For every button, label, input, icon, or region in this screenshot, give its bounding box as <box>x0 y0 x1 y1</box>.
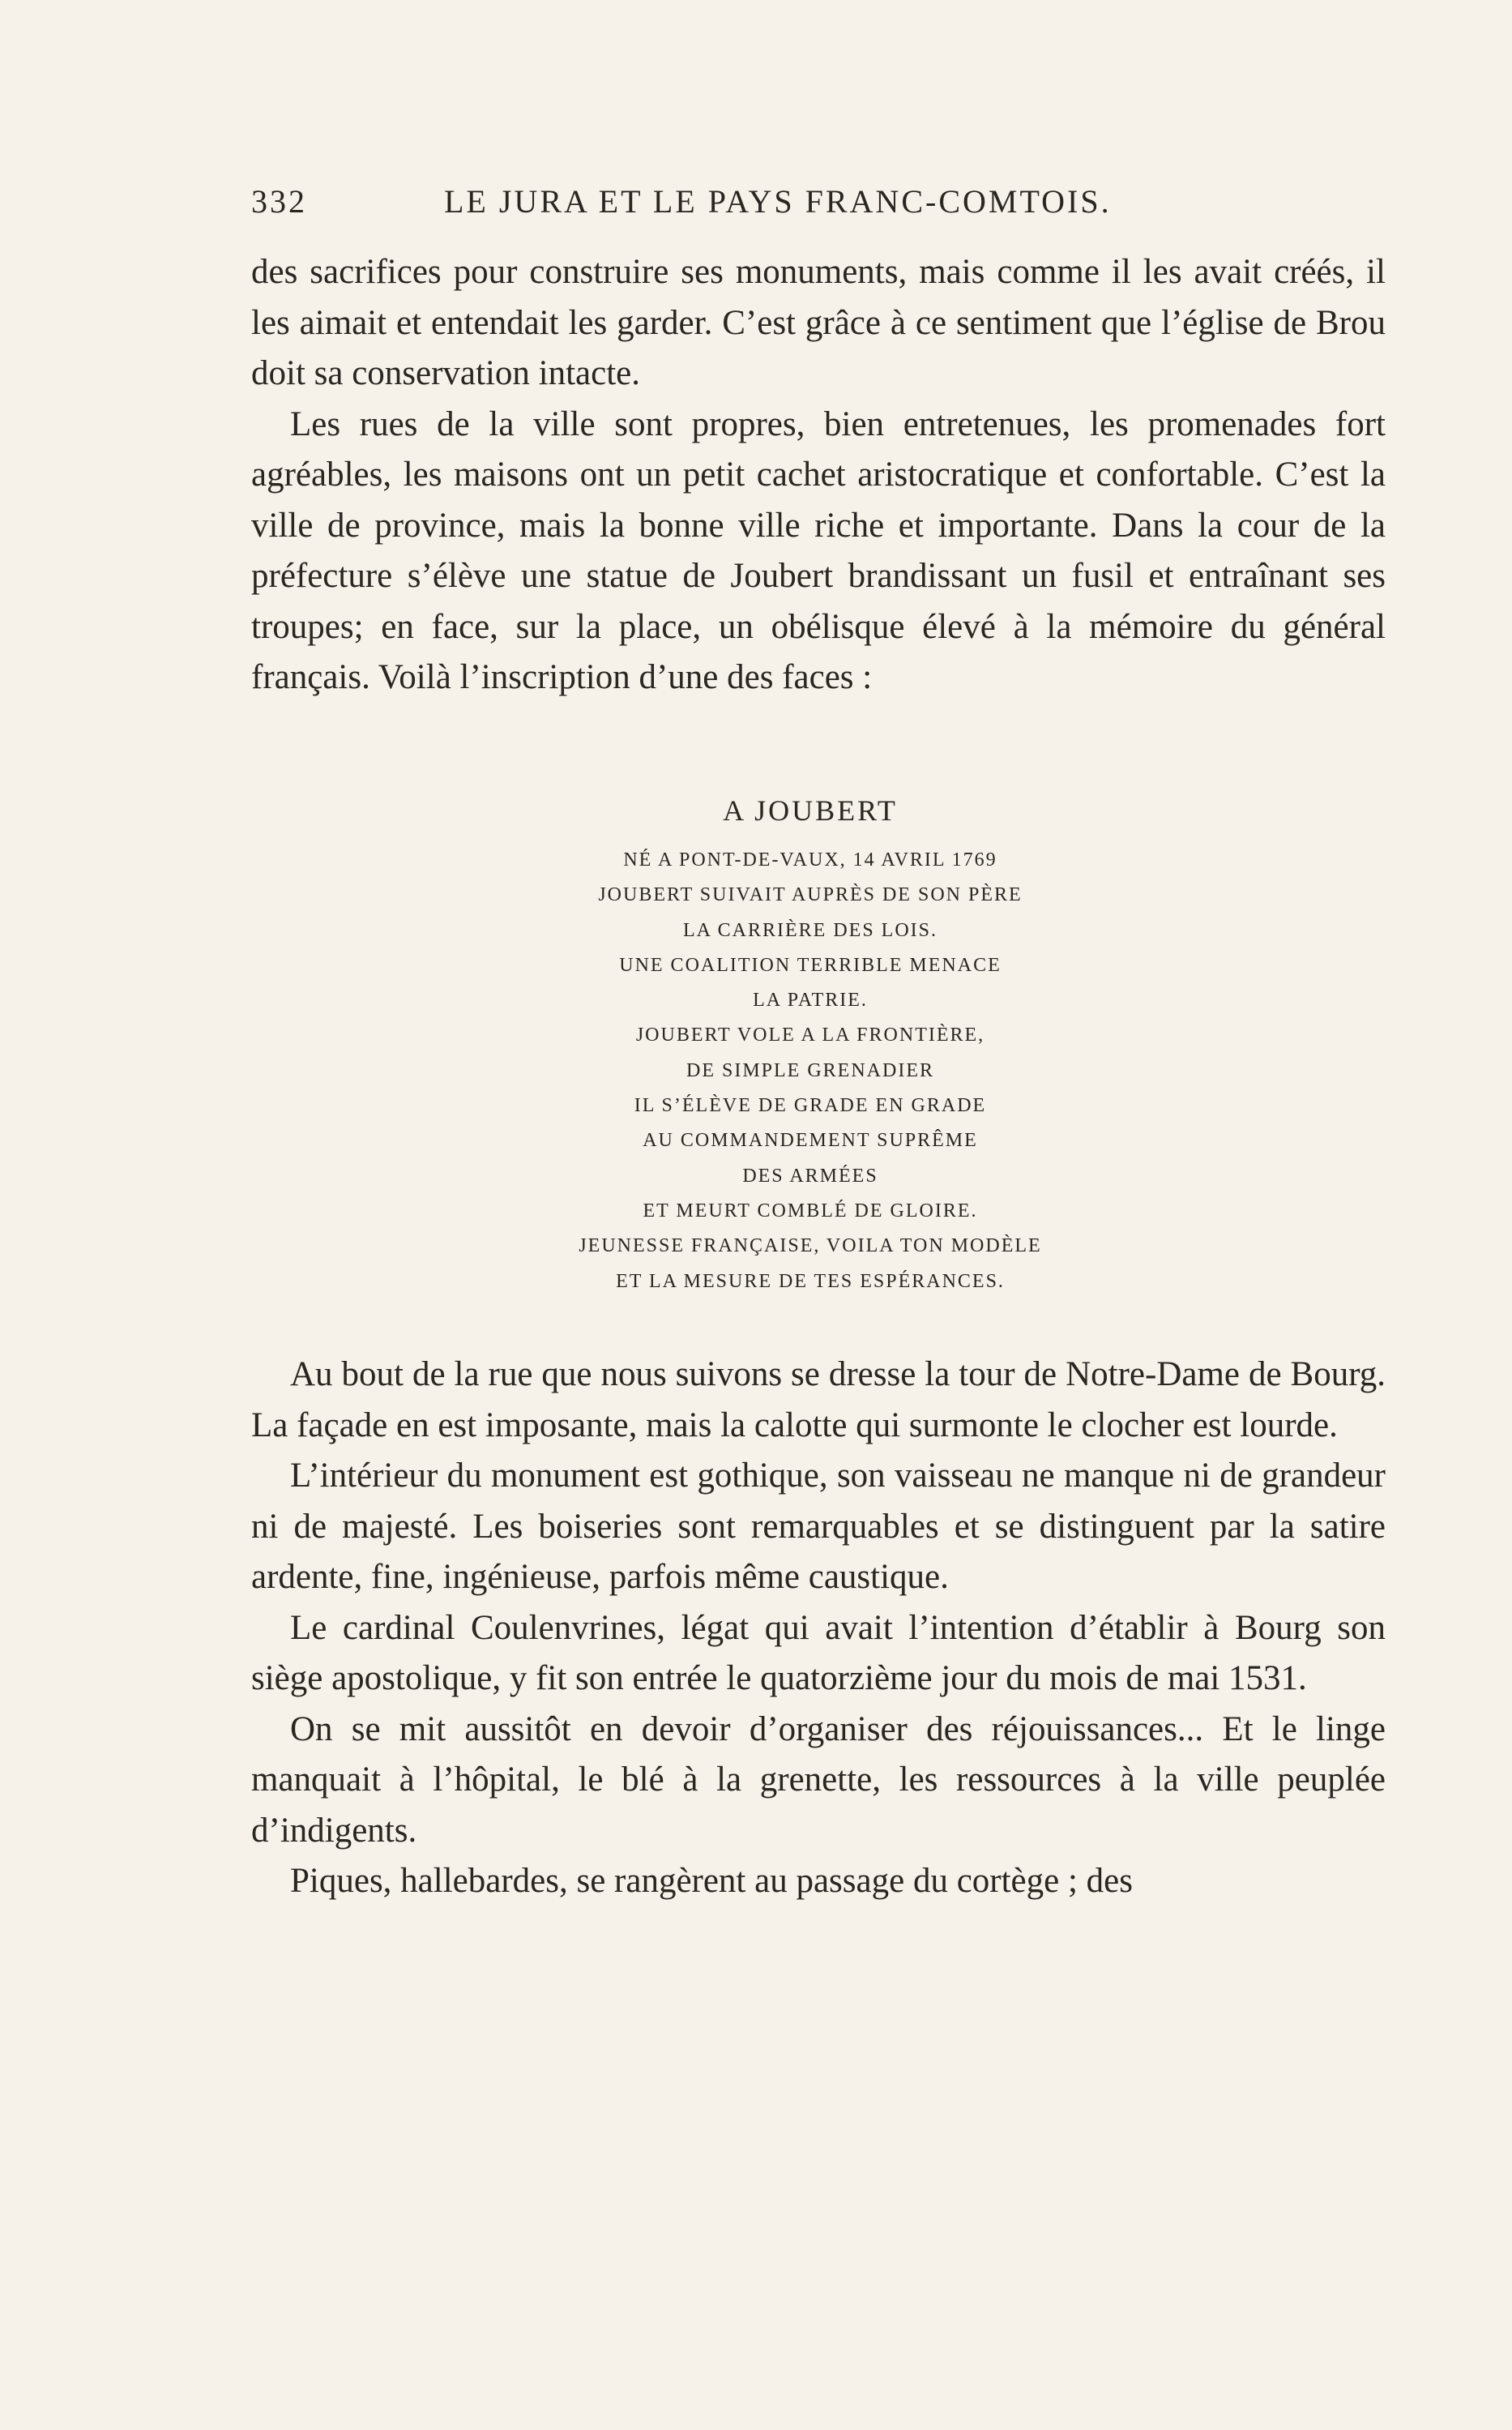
inscription-line: IL S’ÉLÈVE DE GRADE EN GRADE <box>634 1095 987 1117</box>
paragraph: Les rues de la ville sont propres, bien entretenues, les promenades fort agréables, les maisons ont un petit cachet aristocratique et confortable. C’est la ville de province, mais la bonne ville riche et importante. Dans la cour de la préfecture s’élève une statue de Joubert brandissant un fusil et entraînant ses troupes; en face, sur la place, un obélisque élevé à la mémoire du général français. Voilà l’inscription d’une des faces : <box>251 404 1386 696</box>
inscription <box>567 794 1053 1299</box>
paragraph: Au bout de la rue que nous suivons se dresse la tour de Notre-Dame de Bourg. La façade en est imposante, mais la calotte qui surmonte le clocher est lourde. <box>251 1355 1386 1444</box>
inscription-line: JEUNESSE FRANÇAISE, VOILA TON MODÈLE <box>579 1235 1042 1257</box>
inscription-line: AU COMMANDEMENT SUPRÊME <box>643 1130 978 1152</box>
paragraph: Piques, hallebardes, se rangèrent au passage du cortège ; des <box>290 1862 1133 1900</box>
inscription-line: ET LA MESURE DE TES ESPÉRANCES. <box>616 1270 1005 1292</box>
page-header <box>251 182 1386 231</box>
inscription-line: DES ARMÉES <box>742 1165 878 1187</box>
inscription-line: LA CARRIÈRE DES LOIS. <box>682 919 938 941</box>
inscription-title: A JOUBERT <box>723 794 898 827</box>
paragraph: Le cardinal Coulenvrines, légat qui avait l’intention d’établir à Bourg son siège apostolique, y fit son entrée le quatorzième jour du mois de mai 1531. <box>251 1608 1386 1697</box>
body-text-bottom <box>251 1350 1386 1907</box>
body-text-top <box>251 247 1386 704</box>
page-number: 332 <box>251 183 307 220</box>
inscription-line: JOUBERT SUIVAIT AUPRÈS DE SON PÈRE <box>598 884 1023 906</box>
running-title: LE JURA ET LE PAYS FRANC-COMTOIS. <box>444 183 1112 220</box>
inscription-line: JOUBERT VOLE A LA FRONTIÈRE, <box>635 1025 985 1046</box>
inscription-line: UNE COALITION TERRIBLE MENACE <box>619 954 1002 976</box>
inscription-line: DE SIMPLE GRENADIER <box>686 1059 934 1081</box>
inscription-line: LA PATRIE. <box>753 990 868 1012</box>
paragraph: On se mit aussitôt en devoir d’organiser des réjouissances... Et le linge manquait à l’hôpital, le blé à la grenette, les ressources à la ville peuplée d’indigents. <box>251 1709 1386 1850</box>
paragraph: des sacrifices pour construire ses monuments, mais comme il les avait créés, il les aimait et entendait les garder. C’est grâce à ce sentiment que l’église de Brou doit sa conservation intacte. <box>251 253 1386 392</box>
paragraph: L’intérieur du monument est gothique, son vaisseau ne manque ni de grandeur ni de majesté. Les boiseries sont remarquables et se distinguent par la satire ardente, fine, ingénieuse, parfois même caustique. <box>251 1457 1386 1596</box>
inscription-line: ET MEURT COMBLÉ DE GLOIRE. <box>643 1200 978 1221</box>
inscription-line: NÉ A PONT-DE-VAUX, 14 AVRIL 1769 <box>623 849 997 871</box>
